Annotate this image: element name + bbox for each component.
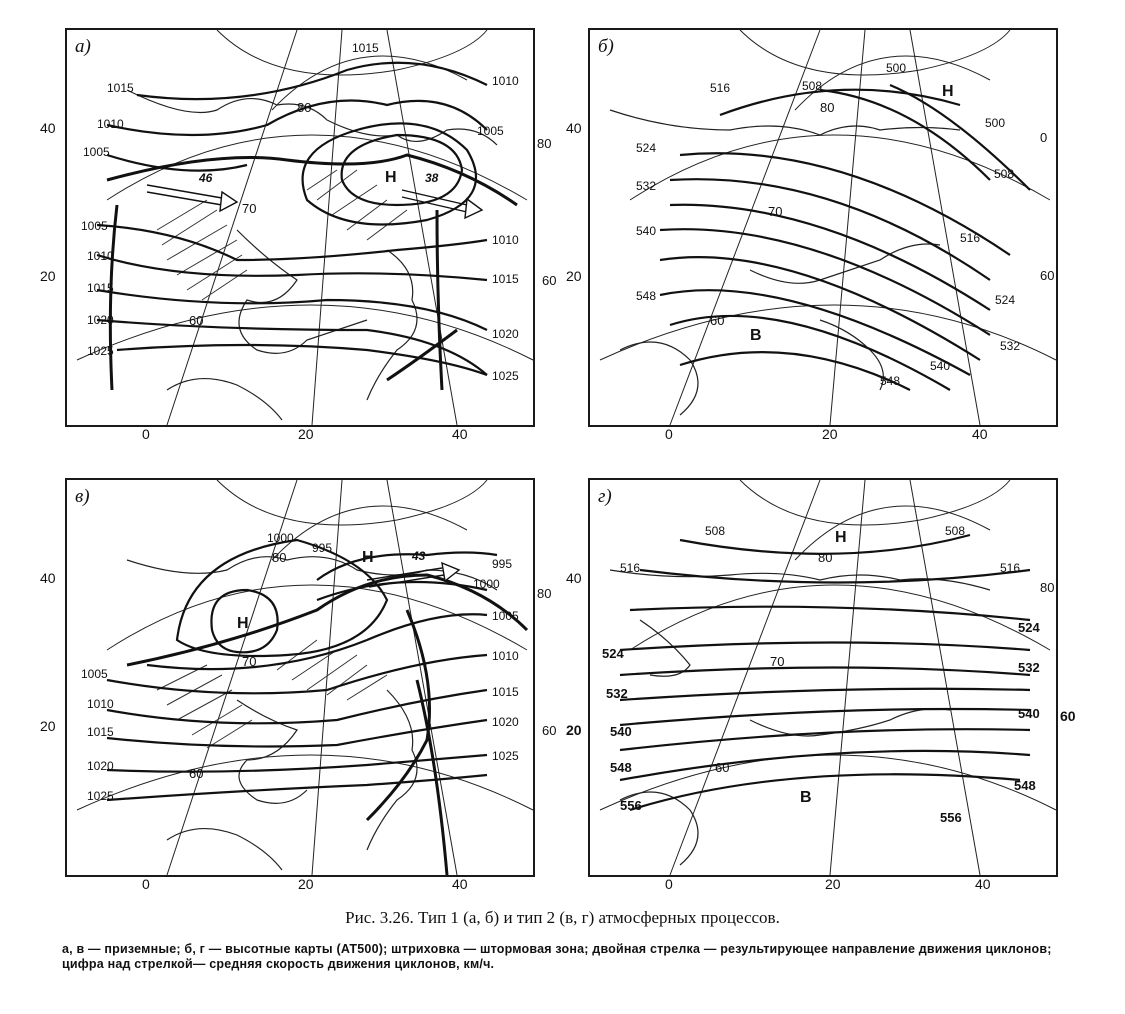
isobar-label: 1015 xyxy=(352,41,379,55)
lon-label-40-g: 40 xyxy=(975,876,991,892)
lon-label-20-g: 20 xyxy=(825,876,841,892)
isobar-label: 1010 xyxy=(87,249,114,263)
lat-label-20-g: 20 xyxy=(566,722,582,738)
latitude-circle-label: 60 xyxy=(189,313,204,328)
isohypse-label: 524 xyxy=(602,646,624,661)
storm-hatch xyxy=(277,640,387,700)
isohypse-label: 508 xyxy=(945,524,966,538)
front xyxy=(367,610,430,820)
lon-label-40-v: 40 xyxy=(452,876,468,892)
latitude-circle-label: 80 xyxy=(818,550,833,565)
lon-label-20-a: 20 xyxy=(298,426,314,442)
isobar-label: 1005 xyxy=(81,219,108,233)
lat-label-40-v: 40 xyxy=(40,570,56,586)
isohypse-label: 540 xyxy=(636,224,657,238)
latitude-circle-label: 70 xyxy=(242,201,257,216)
latitude-circle-label: 80 xyxy=(297,100,312,115)
isohypse-label: 548 xyxy=(880,374,901,388)
figure-caption: Рис. 3.26. Тип 1 (а, б) и тип 2 (в, г) атмосферных процессов. xyxy=(345,908,780,927)
front xyxy=(110,205,117,390)
panel-a-label: а) xyxy=(75,36,91,57)
arrowhead xyxy=(220,192,237,211)
isohypse-label: 500 xyxy=(886,61,907,75)
isohypse-label: 516 xyxy=(710,81,731,95)
isohypse xyxy=(680,352,910,390)
isobar-label: 1015 xyxy=(87,725,114,739)
lon-label-20-b: 20 xyxy=(822,426,838,442)
right-edge-label: 80 xyxy=(537,586,552,601)
meridian xyxy=(387,30,457,425)
meridian xyxy=(312,30,342,425)
isohypse xyxy=(620,729,1030,750)
right-edge-label: 0 xyxy=(1040,130,1048,145)
isohypse-label: 516 xyxy=(960,231,981,245)
isobar-label: 1010 xyxy=(492,649,519,663)
map-g-svg xyxy=(590,480,1056,875)
meridian xyxy=(167,30,297,425)
meridian xyxy=(670,30,823,425)
parallel-70 xyxy=(630,585,1050,650)
front xyxy=(417,680,447,875)
map-panel-a xyxy=(65,28,557,427)
isobar-label: 1000 xyxy=(473,577,500,591)
lon-label-0-g: 0 xyxy=(665,876,673,892)
isohypse xyxy=(630,774,1020,810)
double-arrow xyxy=(147,185,222,205)
isohypse-label: 540 xyxy=(1018,706,1040,721)
lat-label-40-b: 40 xyxy=(566,120,582,136)
isobar-closed xyxy=(342,135,462,205)
meridian xyxy=(670,480,820,875)
isobar-label: 1005 xyxy=(81,667,108,681)
front xyxy=(127,575,527,665)
isobar xyxy=(107,775,487,800)
isobar-label: 1005 xyxy=(492,609,519,623)
lat-label-20-b: 20 xyxy=(566,268,582,284)
isohypse-label: 540 xyxy=(930,359,951,373)
isohypse-label: 532 xyxy=(606,686,628,701)
lat-label-20-a: 20 xyxy=(40,268,56,284)
isobar-label: 1025 xyxy=(87,344,114,358)
isohypse-label: 516 xyxy=(620,561,641,575)
isobar-label: 1020 xyxy=(87,313,114,327)
lon-label-40-b: 40 xyxy=(972,426,988,442)
circle xyxy=(217,480,487,525)
cyclone-speed: 46 xyxy=(199,171,213,185)
lon-label-20-v: 20 xyxy=(298,876,314,892)
latitude-circle-label: 70 xyxy=(768,204,783,219)
cyclone-speed: 43 xyxy=(412,549,426,563)
cyclone-speed: 38 xyxy=(425,171,439,185)
isohypse-label: 508 xyxy=(994,167,1015,181)
low-center-label: Н xyxy=(835,529,847,546)
isobar-label: 1025 xyxy=(492,749,519,763)
isohypse-label: 532 xyxy=(1018,660,1040,675)
isobar xyxy=(317,582,487,600)
low-center-label: Н xyxy=(362,549,374,566)
lat-label-40-g: 40 xyxy=(566,570,582,586)
latitude-circle-label: 70 xyxy=(242,654,257,669)
isohypse xyxy=(620,689,1030,700)
map-v-svg xyxy=(67,480,557,875)
lon-label-0-v: 0 xyxy=(142,876,150,892)
map-a-svg xyxy=(67,30,557,425)
right-edge-label: 60 xyxy=(542,273,557,288)
isobar-label: 1015 xyxy=(87,281,114,295)
right-edge-label: 80 xyxy=(537,136,552,151)
coastline xyxy=(820,320,883,390)
isobar-label: 1005 xyxy=(83,145,110,159)
isobar xyxy=(137,63,487,99)
isobar-label: 1025 xyxy=(87,789,114,803)
isohypse-label: 532 xyxy=(636,179,657,193)
isobar-label: 1015 xyxy=(492,685,519,699)
isobar xyxy=(107,755,487,772)
lon-label-0-b: 0 xyxy=(665,426,673,442)
isohypse-label: 516 xyxy=(1000,561,1021,575)
parallel-70 xyxy=(630,135,1050,200)
isohypse-label: 500 xyxy=(985,116,1006,130)
isobar-label: 1000 xyxy=(267,531,294,545)
coastline xyxy=(620,342,698,415)
isohypse xyxy=(620,668,1030,676)
isohypse-label: 556 xyxy=(620,798,642,813)
right-edge-label: 60 xyxy=(542,723,557,738)
isobar-label: 1020 xyxy=(87,759,114,773)
storm-hatch xyxy=(157,665,252,748)
front xyxy=(437,210,442,390)
low-center-label: Н xyxy=(237,615,249,632)
isobar-label: 1010 xyxy=(492,74,519,88)
map-b-svg xyxy=(590,30,1056,425)
meridian xyxy=(387,480,457,875)
isohypse xyxy=(620,643,1030,651)
panel-g-label: г) xyxy=(598,486,612,507)
isobar xyxy=(97,225,487,260)
lat-label-40-a: 40 xyxy=(40,120,56,136)
parallel-60 xyxy=(77,755,533,810)
arrowhead xyxy=(442,563,459,581)
front xyxy=(107,155,517,205)
latitude-circle-label: 80 xyxy=(272,550,287,565)
latitude-circle-label: 60 xyxy=(710,313,725,328)
isohypse xyxy=(660,290,970,375)
isohypse xyxy=(640,570,1030,583)
isobar-label: 1010 xyxy=(97,117,124,131)
arrowhead xyxy=(465,199,482,218)
parallel-70 xyxy=(107,135,527,200)
lat-label-20-v: 20 xyxy=(40,718,56,734)
low-center-label: Н xyxy=(385,169,397,186)
storm-hatch xyxy=(157,200,247,300)
map-panel-g xyxy=(588,478,1058,877)
isohypse-label: 548 xyxy=(1014,778,1036,793)
parallel-60 xyxy=(77,305,533,360)
isohypse-label: 508 xyxy=(802,79,823,93)
parallel-60 xyxy=(600,755,1056,810)
right-label-60-g: 60 xyxy=(1060,708,1076,724)
isohypse-label: 548 xyxy=(610,760,632,775)
latitude-circle-label: 60 xyxy=(715,760,730,775)
isohypse-label: 540 xyxy=(610,724,632,739)
low-center-label: Н xyxy=(942,83,954,100)
right-edge-label: 80 xyxy=(1040,580,1055,595)
right-edge-label: 60 xyxy=(1040,268,1055,283)
high-center-label: В xyxy=(750,327,762,344)
isohypse-label: 556 xyxy=(940,810,962,825)
latitude-circle-label: 70 xyxy=(770,654,785,669)
circle xyxy=(740,480,1010,525)
isohypse-label: 524 xyxy=(1018,620,1040,635)
isobar-label: 1025 xyxy=(492,369,519,383)
isohypse xyxy=(630,607,1030,620)
isobar-label: 995 xyxy=(312,541,333,555)
isobar-label: 1015 xyxy=(492,272,519,286)
isobar-label: 1010 xyxy=(87,697,114,711)
isobar-label: 1005 xyxy=(477,124,504,138)
coastline xyxy=(237,230,367,353)
panel-b-label: б) xyxy=(598,36,614,57)
isohypse-label: 524 xyxy=(995,293,1016,307)
isohypse-label: 532 xyxy=(1000,339,1021,353)
coastline xyxy=(167,379,282,420)
isohypse-label: 508 xyxy=(705,524,726,538)
high-center-label: В xyxy=(800,789,812,806)
lon-label-0-a: 0 xyxy=(142,426,150,442)
isobar-label: 1010 xyxy=(492,233,519,247)
isobar-label: 1020 xyxy=(492,327,519,341)
circle xyxy=(740,30,1010,75)
map-panel-v xyxy=(65,478,557,877)
coastline xyxy=(167,829,282,870)
lon-label-40-a: 40 xyxy=(452,426,468,442)
panel-v-label: в) xyxy=(75,486,90,507)
latitude-circle-label: 60 xyxy=(189,766,204,781)
figure-legend-note: а, в — приземные; б, г — высотные карты (АТ500); штриховка — штормовая зона; двойная стрелка — результирующее направление движения циклонов; цифра над стрелкой— средняя скорость движения циклонов, км/ч. xyxy=(62,942,1052,971)
isobar-label: 995 xyxy=(492,557,513,571)
isobar-label: 1015 xyxy=(107,81,134,95)
isohypse-label: 548 xyxy=(636,289,657,303)
latitude-circle-label: 80 xyxy=(820,100,835,115)
isohypse-label: 524 xyxy=(636,141,657,155)
isohypse xyxy=(620,709,1030,725)
map-panel-b xyxy=(588,28,1058,427)
isobar-label: 1020 xyxy=(492,715,519,729)
meridian xyxy=(312,480,342,875)
